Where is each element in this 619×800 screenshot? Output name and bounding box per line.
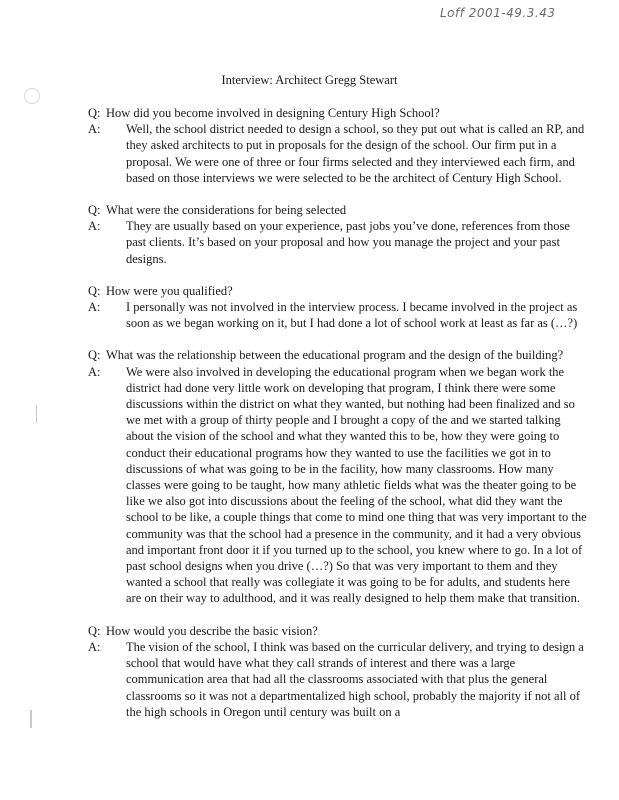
answer (88, 121, 588, 186)
scan-mark (30, 710, 32, 728)
answer-label: A: (88, 639, 101, 654)
question (88, 623, 588, 639)
answer-label: A: (88, 364, 101, 379)
answer-text: They are usually based on your experience, past jobs you’ve done, references from those past clients. It’s based on your proposal and how you manage the project and your past designs. (126, 219, 570, 266)
answer (88, 639, 588, 720)
qa-block (88, 347, 588, 606)
question-text: What was the relationship between the educational program and the design of the building? (106, 348, 564, 363)
accession-number: Loff 2001-49.3.43 (440, 6, 556, 20)
answer-label: A: (88, 300, 101, 315)
answer-text: We were also involved in developing the educational program when we began work the district had done very little work on developing that program, I think there were some discussions within the district on what they wanted, but nothing had been finalized and so we met with a group of thirty people and I brought a copy of the and we started talking about the vision of the school and what they wanted this to be, how they were going to conduct their educational programs how they wanted to use the facilities we got in to discussions of what was going to be in the facility, how many classrooms. How many classes were going to be taught, how many athletic fields what was the theater going to be like we also got into discussions about the feeling of the school, what did they want the school to be like, a couple things that come to mind one thing that was very important to the community was that the school had a presence in the community, and it had a very obvious and important front door it if you turned up to the school, you knew where to go. In a lot of past school designs when you drive (…?) So that was very important to them and they wanted a school that really was collegiate it was going to be for adults, and students here are on their way to adulthood, and it was really designed to help them make that transition. (126, 364, 587, 606)
question-text: How did you become involved in designing Century High School? (106, 106, 440, 120)
qa-block (88, 202, 588, 267)
question-label: Q: (88, 203, 101, 218)
question-label: Q: (88, 106, 101, 120)
scan-mark (24, 88, 40, 104)
page-title: Interview: Architect Gregg Stewart (221, 73, 398, 87)
qa-block (88, 105, 588, 186)
interview-body (88, 105, 588, 736)
question-label: Q: (88, 348, 101, 363)
answer-text: The vision of the school, I think was based on the curricular delivery, and trying to design a school that would have what they call strands of interest and there was a large communication area that had all the classrooms associated with that plus the general classrooms so it was not a departmentalized high school, probably the majority if not all of the high schools in Oregon until century was built on a (126, 639, 584, 719)
question (88, 347, 588, 363)
answer (88, 299, 588, 331)
answer (88, 218, 588, 267)
scan-mark (36, 405, 37, 423)
question (88, 283, 588, 299)
question-label: Q: (88, 283, 101, 298)
question-text: What were the considerations for being selected (106, 203, 347, 218)
answer (88, 364, 588, 607)
answer-label: A: (88, 219, 101, 234)
answer-label: A: (88, 122, 101, 137)
answer-text: Well, the school district needed to design a school, so they put out what is called an RP, and they asked architects to put in proposals for the design of the school. Our firm put in a proposal. We were one of three or four firms selected and they interviewed each firm, and based on those interviews we were selected to be the architect of Century High School. (126, 122, 585, 185)
question-text: How were you qualified? (106, 283, 233, 298)
qa-block (88, 283, 588, 332)
question-label: Q: (88, 623, 101, 638)
question (88, 202, 588, 218)
question-text: How would you describe the basic vision? (106, 623, 318, 638)
question (88, 105, 588, 121)
qa-block (88, 623, 588, 720)
answer-text: I personally was not involved in the interview process. I became involved in the project as soon as we began working on it, but I had done a lot of school work at least as far as (…?) (126, 300, 578, 331)
